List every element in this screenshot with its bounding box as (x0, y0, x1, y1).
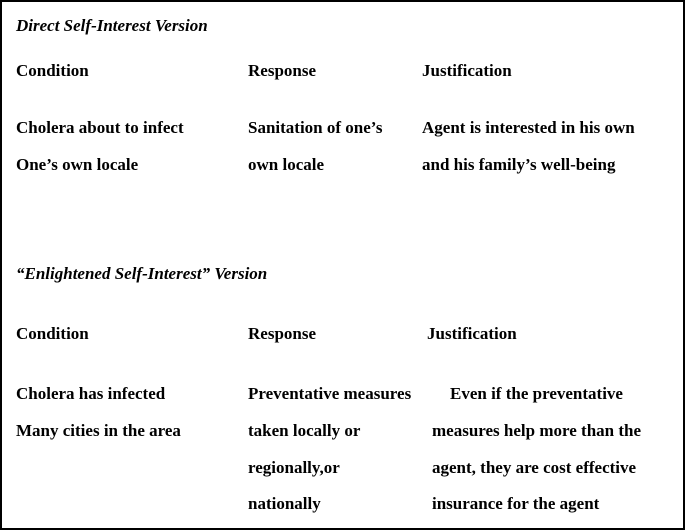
justification-line: insurance for the agent (432, 494, 600, 513)
header-response: Response (248, 324, 317, 343)
response-line: regionally,or (248, 458, 340, 477)
response-line: own locale (248, 155, 325, 174)
justification-line: measures help more than the (432, 421, 642, 440)
response-line: taken locally or (248, 421, 361, 440)
response-line: Preventative measures (248, 384, 412, 403)
condition-line: Cholera has infected (16, 384, 166, 403)
header-response: Response (248, 61, 317, 80)
section-title-enlightened: “Enlightened Self-Interest” Version (16, 264, 268, 283)
justification-line: agent, they are cost effective (432, 458, 637, 477)
justification-line: Even if the preventative (450, 384, 623, 403)
response-line: Sanitation of one’s (248, 118, 383, 137)
section-title-direct: Direct Self-Interest Version (16, 16, 208, 35)
condition-line: Cholera about to infect (16, 118, 184, 137)
header-justification: Justification (422, 61, 512, 80)
response-line: nationally (248, 494, 321, 513)
header-justification: Justification (427, 324, 517, 343)
justification-line: Agent is interested in his own (422, 118, 635, 137)
header-condition: Condition (16, 324, 89, 343)
header-condition: Condition (16, 61, 89, 80)
condition-line: Many cities in the area (16, 421, 181, 440)
justification-line: and his family’s well-being (422, 155, 616, 174)
condition-line: One’s own locale (16, 155, 139, 174)
